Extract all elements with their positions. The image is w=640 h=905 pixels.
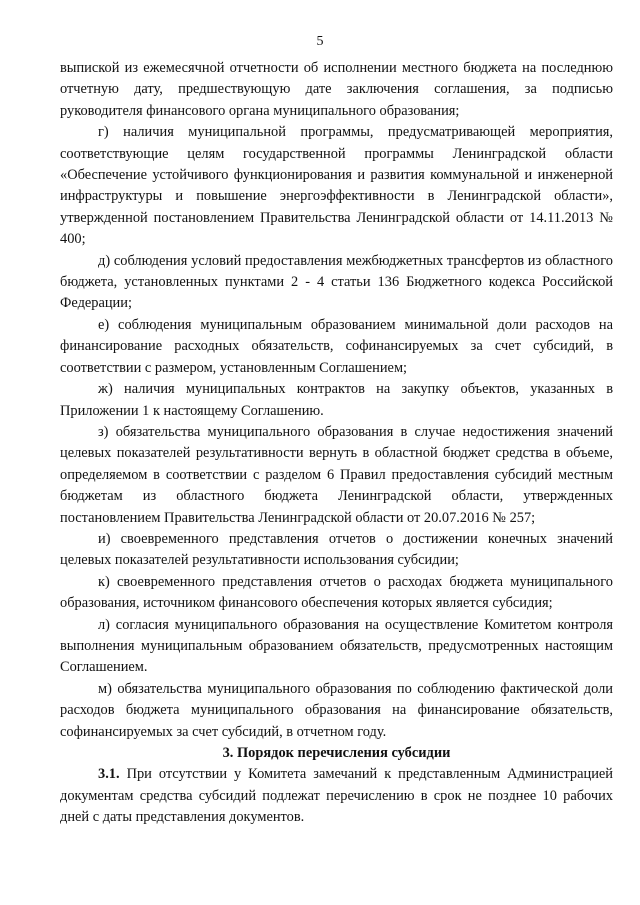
paragraph-item-k: к) своевременного представления отчетов о расходах бюджета муниципального образования, источником финансового обеспечения которых является субсидия; [60, 573, 613, 612]
paragraph-item-g: г) наличия муниципальной программы, предусматривающей мероприятия, соответствующие целям государственной программы Ленинградской области «Обеспечение устойчивого функционирования и развития коммунальной и инженерной инфраструктуры и повышение энергоэффективности в Ленинградской области», утвержденной постановлением Правительства Ленинградской области от 14.11.2013 № 400; [60, 124, 613, 248]
document-body [60, 58, 613, 829]
page-number: 5 [316, 34, 324, 49]
paragraph-item-zh: ж) наличия муниципальных контрактов на закупку объектов, указанных в Приложении 1 к настоящему Соглашению. [60, 381, 613, 419]
paragraph-item-l: л) согласия муниципального образования на осуществление Комитетом контроля выполнения муниципальным образованием обязательств, предусмотренных настоящим Соглашением. [60, 616, 613, 676]
section-heading: 3. Порядок перечисления субсидии [222, 745, 451, 761]
paragraph-item-d: д) соблюдения условий предоставления межбюджетных трансфертов из областного бюджета, установленных пунктами 2 - 4 статьи 136 Бюджетного кодекса Российской Федерации; [60, 252, 613, 312]
paragraph-item-i: и) своевременного представления отчетов о достижении конечных значений целевых показателей результативности использования субсидии; [60, 530, 613, 569]
clause-text: При отсутствии у Комитета замечаний к представленным Администрацией документам средства субсидий подлежат перечислению в срок не позднее 10 рабочих дней с даты представления документов. [60, 766, 613, 826]
paragraph-item-z: з) обязательства муниципального образования в случае недостижения значений целевых показателей результативности вернуть в областной бюджет средства в объеме, определяемом в соответствии с разделом 6 Правил предоставления субсидий местным бюджетам из областного бюджета Ленинградской области, утвержденных постановлением Правительства Ленинградской области от 20.07.2016 № 257; [60, 423, 613, 526]
paragraph-item-e: е) соблюдения муниципальным образованием минимальной доли расходов на финансирование расходных обязательств, софинансируемых за счет субсидий, в соответствии с размером, установленным Соглашением; [60, 316, 613, 376]
clause-3-1 [60, 764, 613, 828]
clause-number: 3.1. [98, 766, 120, 783]
paragraph-item-m: м) обязательства муниципального образования по соблюдению фактической доли расходов бюджета муниципального образования на финансирование обязательств, софинансируемых за счет субсидий, в отчетном году. [60, 680, 613, 740]
paragraph-continuation: выпиской из ежемесячной отчетности об исполнении местного бюджета на последнюю отчетную дату, предшествующую дате заключения соглашения, за подписью руководителя финансового органа муниципального образования; [60, 60, 613, 119]
